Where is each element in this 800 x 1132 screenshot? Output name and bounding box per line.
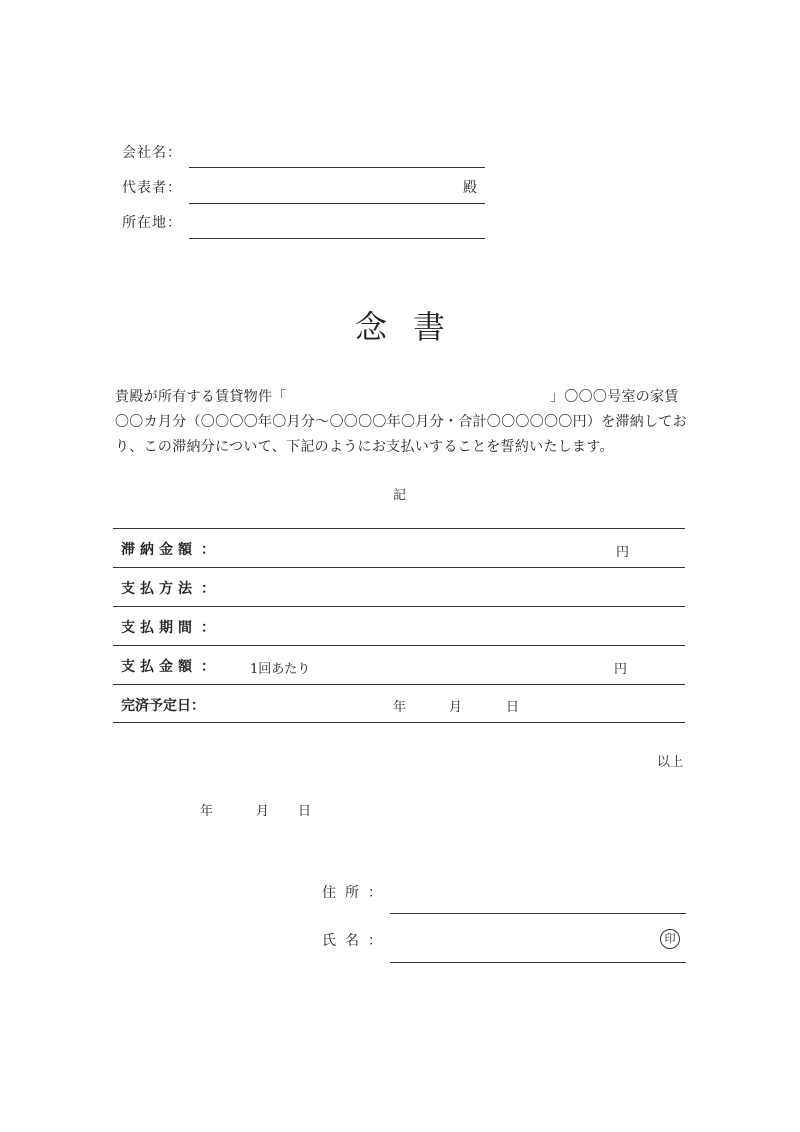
representative-line xyxy=(189,203,485,204)
date-day: 日 xyxy=(298,804,312,819)
row-label-payment-period: 支 払 期 間 ： xyxy=(121,620,215,636)
representative-label: 代表者： xyxy=(122,180,182,196)
completion-year: 年 xyxy=(393,700,407,715)
row-label-payment-method: 支 払 方 法 ： xyxy=(121,581,215,597)
body-line-1-start: 貴殿が所有する賃貸物件「 xyxy=(115,389,287,405)
table-rule xyxy=(113,684,685,685)
row-unit-yen: 円 xyxy=(616,545,630,560)
row-label-payment-amount: 支 払 金 額 ： xyxy=(121,659,215,675)
signer-address-label: 住 所 ： xyxy=(322,885,383,901)
table-rule xyxy=(113,567,685,568)
row-unit-yen: 円 xyxy=(614,662,628,677)
signer-name-line xyxy=(390,962,686,963)
table-rule xyxy=(113,645,685,646)
title-char-2: 書 xyxy=(413,308,446,346)
table-rule xyxy=(113,528,685,529)
row-label-arrears-amount: 滞 納 金 額 ： xyxy=(121,542,215,558)
completion-day: 日 xyxy=(506,700,520,715)
seal-stamp-mark: 印 xyxy=(660,929,680,949)
table-rule xyxy=(113,606,685,607)
company-name-label: 会社名： xyxy=(122,145,182,161)
title-char-1: 念 xyxy=(355,308,388,346)
location-label: 所在地： xyxy=(122,215,182,231)
body-line-1-end: 」〇〇〇号室の家賃 xyxy=(550,389,679,405)
date-year: 年 xyxy=(200,804,214,819)
body-line-2: 〇〇カ月分（〇〇〇〇年〇月分～〇〇〇〇年〇月分・合計〇〇〇〇〇〇円）を滞納してお xyxy=(115,414,687,430)
completion-month: 月 xyxy=(449,700,463,715)
company-name-line xyxy=(189,167,485,168)
location-line xyxy=(189,238,485,239)
signer-name-label: 氏 名 ： xyxy=(322,933,383,949)
row-value-per-installment: 1回あたり xyxy=(250,662,311,677)
body-line-3: り、この滞納分について、下記のようにお支払いすることを誓約いたします。 xyxy=(115,439,614,455)
ki-mark: 記 xyxy=(393,488,407,503)
table-rule xyxy=(113,722,685,723)
date-month: 月 xyxy=(256,804,270,819)
honorific-dono: 殿 xyxy=(463,180,478,196)
signer-address-line xyxy=(390,913,686,914)
row-label-completion-date: 完済予定日： xyxy=(121,698,205,714)
closing-ijou: 以上 xyxy=(657,755,684,770)
document-title xyxy=(355,302,445,348)
